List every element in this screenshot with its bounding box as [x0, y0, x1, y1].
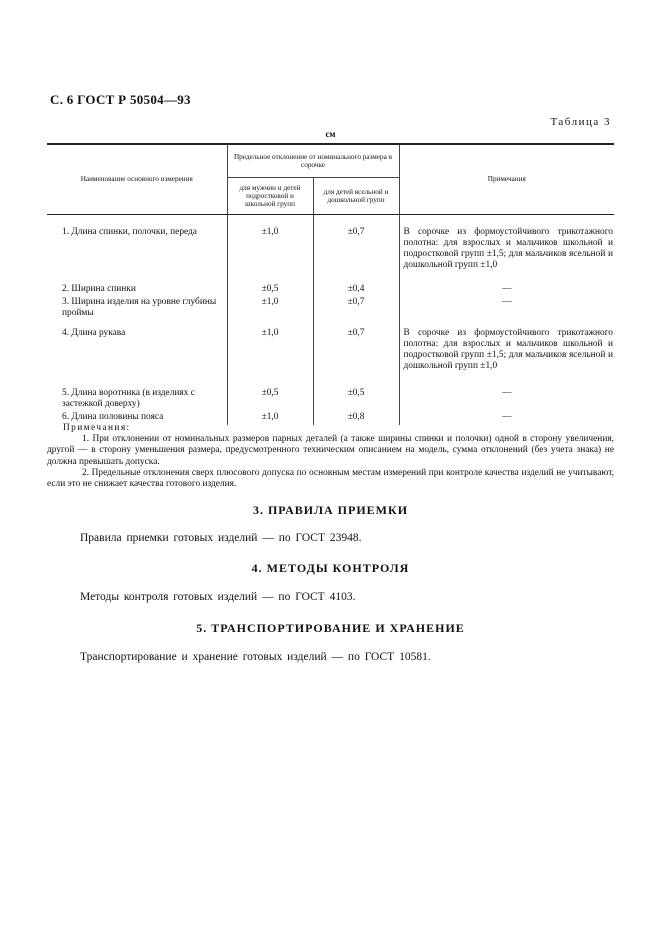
notes-title: Примечания:: [63, 423, 131, 433]
section-body: Правила приемки готовых изделий — по ГОСТ 23948.: [80, 532, 362, 544]
row-name: 3. Ширина изделия на уровне глубины проймы: [62, 297, 217, 318]
row-name: 1. Длина спинки, полочки, переда: [62, 227, 197, 237]
row-adults: ±0,5: [227, 280, 313, 296]
col-header-notes: Примечания: [399, 144, 614, 215]
row-name: 6. Длина половины пояса: [62, 412, 164, 422]
section-title: 5. ТРАНСПОРТИРОВАНИЕ И ХРАНЕНИЕ: [196, 621, 465, 635]
row-note: —: [399, 296, 614, 320]
row-adults: ±0,5: [227, 387, 313, 411]
row-kids: ±0,5: [313, 387, 399, 411]
row-name: 5. Длина воротника (в изделиях с застежкой доверху): [62, 388, 195, 409]
col-header-adults: для мужчин и детей подростковой и школьной групп: [227, 178, 313, 215]
row-note: —: [399, 280, 614, 296]
row-kids: ±0,7: [313, 296, 399, 320]
col-header-deviation: Предельное отклонение от номинального размера в сорочке: [227, 144, 399, 178]
table-row: [47, 387, 614, 411]
row-adults: ±1,0: [227, 411, 313, 425]
table-row: [47, 280, 614, 296]
col-header-kids: для детей ясельной и дошкольной групп: [313, 178, 399, 215]
section-title: 3. ПРАВИЛА ПРИЕМКИ: [252, 503, 409, 517]
row-note: —: [399, 387, 614, 411]
section-body: Методы контроля готовых изделий — по ГОСТ 4103.: [80, 591, 356, 603]
row-name: 4. Длина рукава: [62, 328, 126, 338]
row-adults: ±1,0: [227, 320, 313, 387]
deviation-table: [47, 143, 614, 425]
note-paragraph: 1. При отклонении от номинальных размеров парных деталей (а также ширины спинки и полочки) одной в сторону увеличения, другой — в сторону уменьшения размера, предусмотренного техническим описанием на модель, сумма отклонений (без учета знака) не должна превышать допуска.: [47, 434, 614, 467]
table-caption: Таблица 3: [550, 116, 611, 128]
note-paragraph: 2. Предельные отклонения сверх плюсового допуска по основным местам измерений при контроле качества изделий не учитывают, если это не снижает качества готового изделия.: [47, 467, 614, 490]
row-note: В сорочке из формоустойчивого трикотажного полотна: для взрослых и мальчиков школьной и подростковой групп ±1,5; для мальчиков ясельной и дошкольной групп ±1,0: [399, 320, 614, 387]
row-kids: ±0,4: [313, 280, 399, 296]
row-kids: ±0,7: [313, 320, 399, 387]
row-adults: ±1,0: [227, 296, 313, 320]
table-row: [47, 296, 614, 320]
table-unit: см: [325, 129, 336, 139]
row-kids: ±0,7: [313, 215, 399, 281]
table-row: [47, 320, 614, 387]
col-header-name: Наименование основного измерения: [47, 144, 227, 215]
section-title: 4. МЕТОДЫ КОНТРОЛЯ: [251, 561, 410, 575]
page-header: С. 6 ГОСТ Р 50504—93: [50, 92, 191, 107]
row-adults: ±1,0: [227, 215, 313, 281]
table-notes: [47, 423, 614, 490]
table-row: [47, 215, 614, 281]
row-name: 2. Ширина спинки: [62, 284, 136, 294]
row-note: —: [399, 411, 614, 425]
row-note: В сорочке из формоустойчивого трикотажного полотна: для взрослых и мальчиков школьной и подростковой групп ±1,5; для мальчиков ясельной и дошкольной групп ±1,0: [399, 215, 614, 281]
section-body: Транспортирование и хранение готовых изделий — по ГОСТ 10581.: [80, 651, 431, 663]
row-kids: ±0,8: [313, 411, 399, 425]
